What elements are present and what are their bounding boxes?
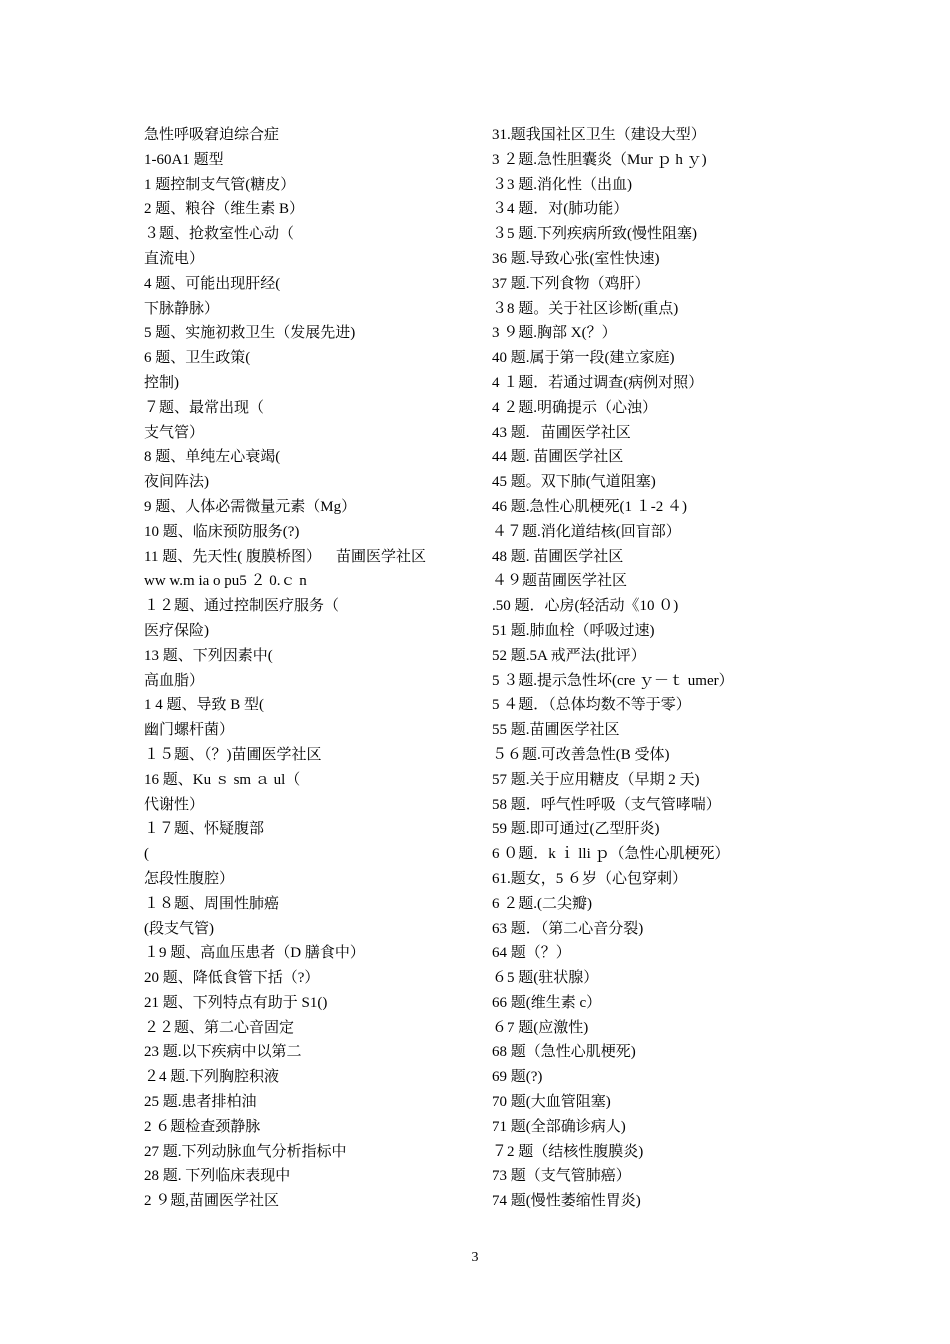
- text-line: １７题、怀疑腹部: [144, 821, 265, 838]
- text-line: 高血脂）: [144, 672, 205, 689]
- text-line: .50 题．心房(轻活动《10 ０): [492, 598, 679, 615]
- text-line: 58 题．呼气性呼吸（支气管哮喘）: [492, 796, 721, 813]
- text-line: ３3 题.消化性（出血): [492, 176, 632, 193]
- text-line: 3 ９题.胸部 X(？）: [492, 325, 617, 342]
- text-line: 2 ６题检查颈静脉: [144, 1118, 261, 1135]
- text-line: 16 题、Ku ｓ sm ａ ul（: [144, 771, 301, 788]
- text-line: 25 题.患者排柏油: [144, 1094, 257, 1111]
- text-line: 下脉静脉）: [144, 300, 220, 317]
- text-line: 52 题.5A 戒严法(批评）: [492, 647, 646, 664]
- text-line: 5 ３题.提示急性坏(cre ｙ－ｔ umer）: [492, 672, 734, 689]
- text-line: 21 题、下列特点有助于 S1(): [144, 994, 328, 1011]
- text-line: (段支气管): [144, 920, 214, 937]
- text-line: 3 ２题.急性胆囊炎（Mur ｐ h ｙ): [492, 151, 707, 168]
- text-line: 10 题、临床预防服务(?): [144, 523, 300, 540]
- text-line: 1-60A1 题型: [144, 151, 224, 168]
- text-line: 6 ２题.(二尖瓣): [492, 895, 592, 912]
- text-line: 74 题(慢性萎缩性胃炎): [492, 1193, 641, 1210]
- text-line: ５６题.可改善急性(B 受体): [492, 746, 670, 763]
- text-line: 控制): [144, 374, 179, 391]
- text-line: 27 题.下列动脉血气分析指标中: [144, 1143, 347, 1160]
- text-line: 支气管）: [144, 424, 205, 441]
- text-line: 68 题（急性心肌梗死): [492, 1044, 636, 1061]
- text-line: 2 题、粮谷（维生素 B）: [144, 201, 305, 218]
- text-line: ３8 题。关于社区诊断(重点): [492, 300, 679, 317]
- text-line: 55 题.苗圃医学社区: [492, 722, 620, 739]
- text-line: 夜间阵法): [144, 474, 209, 491]
- right-column: [492, 123, 792, 1214]
- text-line: 23 题.以下疾病中以第二: [144, 1044, 302, 1061]
- text-line: 8 题、单纯左心衰竭(: [144, 449, 281, 466]
- text-line: 51 题.肺血栓（呼吸过速): [492, 622, 655, 639]
- text-line: ６5 题(驻状腺）: [492, 970, 599, 987]
- text-line: 36 题.导致心张(室性快速): [492, 250, 660, 267]
- text-line: 4 ２题.明确提示（心浊）: [492, 399, 658, 416]
- text-line: 61.题女，5 ６岁（心包穿刺）: [492, 870, 688, 887]
- text-line: 20 题、降低食管下括（?）: [144, 970, 320, 987]
- text-line: (: [144, 846, 149, 863]
- text-line: 13 题、下列因素中(: [144, 647, 273, 664]
- text-line: １８题、周围性肺癌: [144, 895, 280, 912]
- text-line: ３5 题.下列疾病所致(慢性阻塞): [492, 226, 697, 243]
- text-line: 11 题、先天性( 腹膜桥图） 苗圃医学社区: [144, 548, 426, 565]
- text-line: 5 题、实施初救卫生（发展先进): [144, 325, 356, 342]
- text-line: ４７题.消化道结核(回盲部）: [492, 523, 681, 540]
- text-line: 2 ９题,苗圃医学社区: [144, 1193, 280, 1210]
- text-line: 6 ０题．k ｉ lli ｐ（急性心肌梗死）: [492, 846, 730, 863]
- text-line: ７2 题（结核性腹膜炎): [492, 1143, 644, 1160]
- text-line: ３题、抢救室性心动（: [144, 226, 295, 243]
- text-line: 28 题. 下列临床表现中: [144, 1168, 291, 1185]
- text-line: 4 １题．若通过调查(病例对照）: [492, 374, 704, 391]
- text-line: 70 题(大血管阻塞): [492, 1094, 611, 1111]
- text-line: 9 题、人体必需微量元素（Mg）: [144, 498, 357, 515]
- text-line: 46 题.急性心肌梗死(1 １-2 ４): [492, 498, 687, 515]
- text-line: 4 题、可能出现肝经(: [144, 275, 281, 292]
- text-line: １２题、通过控制医疗服务（: [144, 598, 340, 615]
- text-line: 64 题（？）: [492, 945, 571, 962]
- text-line: ６7 题(应激性): [492, 1019, 589, 1036]
- text-line: １５题、（？)苗圃医学社区: [144, 746, 322, 763]
- text-line: 71 题(全部确诊病人): [492, 1118, 626, 1135]
- text-line: ７题、最常出现（: [144, 399, 265, 416]
- text-line: 59 题.即可通过(乙型肝炎): [492, 821, 660, 838]
- text-line: 37 题.下列食物（鸡肝）: [492, 275, 650, 292]
- text-line: 怎段性腹腔）: [144, 870, 235, 887]
- text-line: 1 4 题、导致 B 型(: [144, 697, 265, 714]
- text-line: 5 ４题．（总体均数不等于零）: [492, 697, 691, 714]
- text-line: ２２题、第二心音固定: [144, 1019, 295, 1036]
- text-line: 40 题.属于第一段(建立家庭): [492, 350, 675, 367]
- text-line: 57 题.关于应用糖皮（早期 2 天): [492, 771, 700, 788]
- text-line: 45 题。双下肺(气道阻塞): [492, 474, 656, 491]
- text-line: 69 题(?): [492, 1069, 543, 1086]
- text-line: 44 题. 苗圃医学社区: [492, 449, 624, 466]
- text-line: 66 题(维生素 c）: [492, 994, 602, 1011]
- text-line: 急性呼吸窘迫综合症: [144, 127, 280, 143]
- text-line: 1 题控制支气管(糖皮）: [144, 176, 296, 193]
- text-line: ２4 题.下列胸腔积液: [144, 1069, 280, 1086]
- text-line: １9 题、高血压患者（D 膳食中）: [144, 945, 365, 962]
- text-line: 6 题、卫生政策(: [144, 350, 251, 367]
- text-line: ３4 题．对(肺功能）: [492, 201, 629, 218]
- left-column: [144, 123, 474, 1214]
- text-line: ４９题苗圃医学社区: [492, 573, 628, 590]
- text-line: 31.题我国社区卫生（建设大型）: [492, 127, 706, 143]
- text-line: 73 题（支气管肺癌）: [492, 1168, 631, 1185]
- text-line: 医疗保险): [144, 622, 209, 639]
- text-line: 48 题. 苗圃医学社区: [492, 548, 624, 565]
- text-line: 代谢性）: [144, 796, 205, 813]
- text-line: ww w.m ia o pu5 ２ 0.ｃ n: [144, 573, 307, 590]
- text-line: 幽门螺杆菌）: [144, 722, 235, 739]
- text-line: 63 题．（第二心音分裂): [492, 920, 644, 937]
- text-line: 43 题. 苗圃医学社区: [492, 424, 631, 441]
- text-line: 直流电）: [144, 250, 205, 267]
- page-number: 3: [471, 1250, 479, 1265]
